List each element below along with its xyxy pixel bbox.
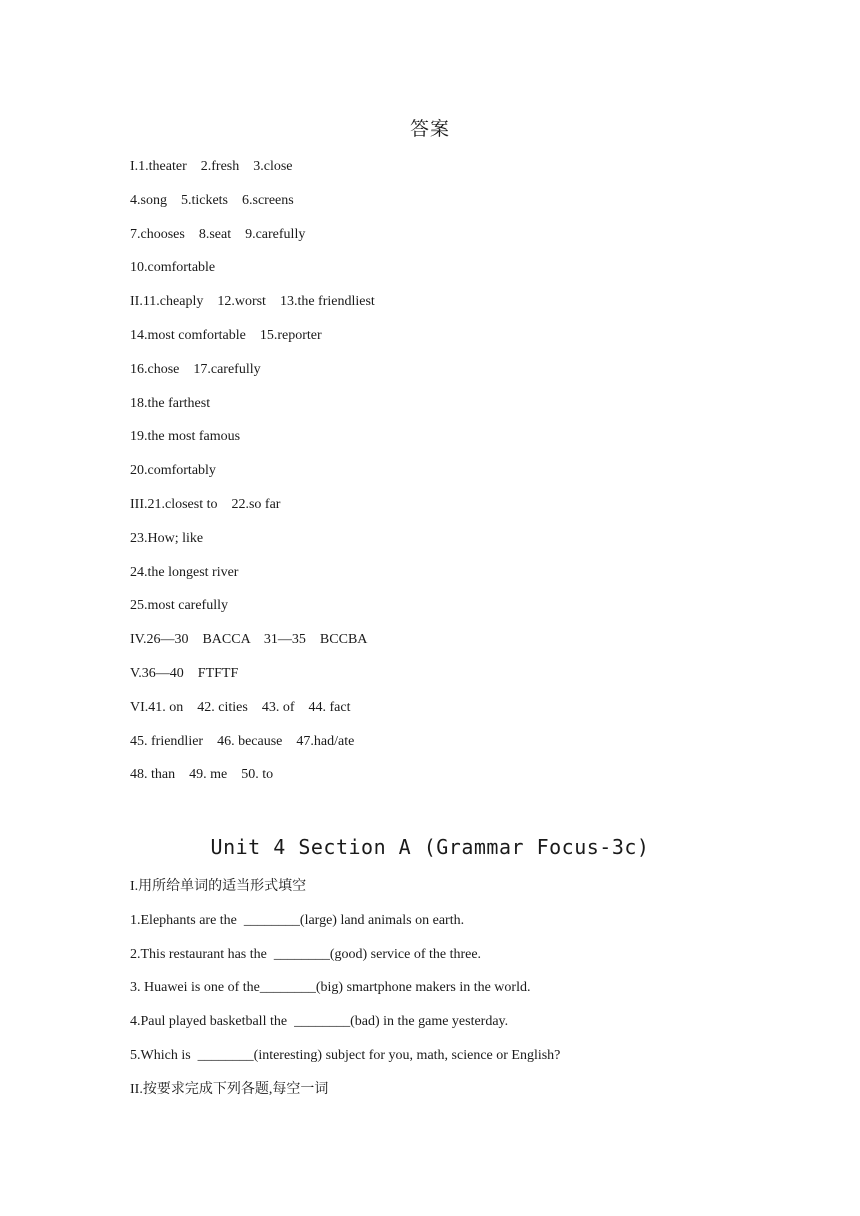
exercise-list: [130, 877, 770, 1114]
exercise-item: 3. Huawei is one of the________(big) smartphone makers in the world.: [130, 980, 531, 996]
answer-line: 10.comfortable: [130, 260, 216, 276]
section-heading: I.用所给单词的适当形式填空: [130, 879, 307, 894]
exercise-item: 4.Paul played basketball the ________(bad) in the game yesterday.: [130, 1014, 509, 1030]
unit-title: Unit 4 Section A (Grammar Focus-3c): [210, 835, 650, 859]
answer-line: 25.most carefully: [130, 598, 228, 614]
answer-line: I.1.theater 2.fresh 3.close: [130, 159, 293, 174]
answer-line: V.36—40 FTFTF: [130, 665, 239, 681]
answer-line: II.11.cheaply 12.worst 13.the friendliest: [130, 294, 375, 310]
answer-line: 45. friendlier 46. because 47.had/ate: [130, 733, 355, 749]
answer-line: III.21.closest to 22.so far: [130, 496, 281, 512]
answer-line: 7.chooses 8.seat 9.carefully: [130, 226, 306, 242]
exercise-item: 1.Elephants are the ________(large) land animals on earth.: [130, 912, 465, 928]
exercise-item: 5.Which is ________(interesting) subject for you, math, science or English?: [130, 1047, 561, 1063]
answer-line: 14.most comfortable 15.reporter: [130, 327, 322, 343]
answer-line: 48. than 49. me 50. to: [130, 767, 274, 783]
answer-line: 19.the most famous: [130, 429, 241, 445]
answer-line: 20.comfortably: [130, 463, 216, 479]
answer-line: 23.How; like: [130, 530, 204, 546]
answer-line: 16.chose 17.carefully: [130, 361, 261, 377]
answer-line: 4.song 5.tickets 6.screens: [130, 192, 294, 208]
answer-line: 18.the farthest: [130, 395, 211, 411]
answer-title: 答案: [409, 118, 450, 140]
answer-line: VI.41. on 42. cities 43. of 44. fact: [130, 699, 351, 715]
answer-line: 24.the longest river: [130, 564, 239, 580]
answer-line: IV.26—30 BACCA 31—35 BCCBA: [130, 632, 368, 648]
exercise-item: 2.This restaurant has the ________(good) service of the three.: [130, 946, 482, 962]
answer-list: [130, 157, 770, 799]
section-heading: II.按要求完成下列各题,每空一词: [130, 1081, 329, 1097]
